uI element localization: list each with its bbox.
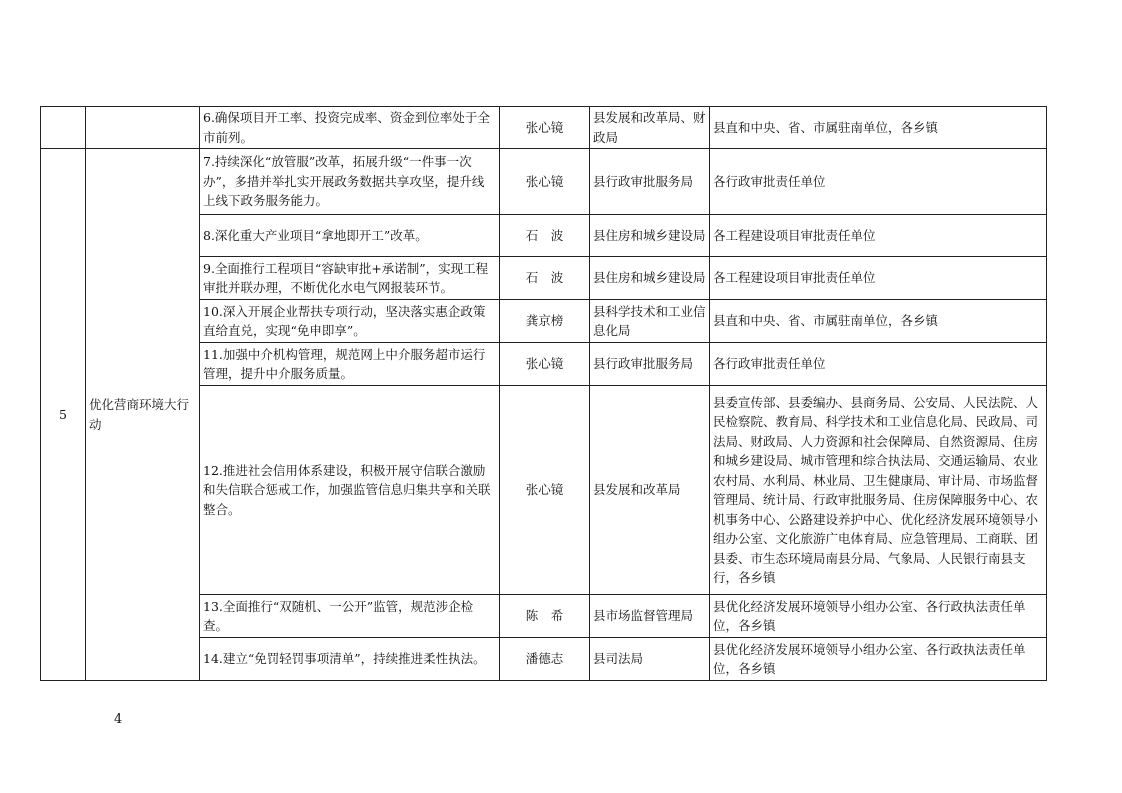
task-cell: 7.持续深化“放管服”改革，拓展升级“一件事一次办”，多措并举扎实开展政务数据共享攻坚，提升线上线下政务服务能力。 bbox=[200, 149, 500, 215]
task-cell: 12.推进社会信用体系建设，积极开展守信联合激励和失信联合惩戒工作，加强监管信息归集共享和关联整合。 bbox=[200, 386, 500, 595]
coop-units-cell: 县直和中央、省、市属驻南单位，各乡镇 bbox=[710, 107, 1047, 149]
lead-unit-cell: 县行政审批服务局 bbox=[590, 343, 710, 386]
task-cell: 11.加强中介机构管理，规范网上中介服务超市运行管理，提升中介服务质量。 bbox=[200, 343, 500, 386]
task-table bbox=[40, 106, 1047, 681]
coop-units-cell: 各工程建设项目审批责任单位 bbox=[710, 215, 1047, 257]
task-cell: 8.深化重大产业项目“拿地即开工”改革。 bbox=[200, 215, 500, 257]
coop-units-cell: 县优化经济发展环境领导小组办公室、各行政执法责任单位，各乡镇 bbox=[710, 595, 1047, 638]
leader-cell: 陈 希 bbox=[500, 595, 590, 638]
serial-cell bbox=[41, 107, 86, 149]
leader-cell: 张心镜 bbox=[500, 149, 590, 215]
task-cell: 6.确保项目开工率、投资完成率、资金到位率处于全市前列。 bbox=[200, 107, 500, 149]
lead-unit-cell: 县住房和城乡建设局 bbox=[590, 215, 710, 257]
task-cell: 13.全面推行“双随机、一公开”监管，规范涉企检查。 bbox=[200, 595, 500, 638]
coop-units-cell: 各工程建设项目审批责任单位 bbox=[710, 257, 1047, 300]
page-number: 4 bbox=[114, 712, 123, 727]
lead-unit-cell: 县市场监督管理局 bbox=[590, 595, 710, 638]
table-row bbox=[41, 149, 1047, 215]
lead-unit-cell: 县司法局 bbox=[590, 638, 710, 681]
lead-unit-cell: 县住房和城乡建设局 bbox=[590, 257, 710, 300]
coop-units-cell: 县委宣传部、县委编办、县商务局、公安局、人民法院、人民检察院、教育局、科学技术和工业信息化局、民政局、司法局、财政局、人力资源和社会保障局、自然资源局、住房和城乡建设局、城市管理和综合执法局、交通运输局、农业农村局、水利局、林业局、卫生健康局、审计局、市场监督管理局、统计局、行政审批服务局、住房保障服务中心、农机事务中心、公路建设养护中心、优化经济发展环境领导小组办公室、文化旅游广电体育局、应急管理局、工商联、团县委、市生态环境局南县分局、气象局、人民银行南县支行，各乡镇 bbox=[710, 386, 1047, 595]
lead-unit-cell: 县发展和改革局 bbox=[590, 386, 710, 595]
coop-units-cell: 县优化经济发展环境领导小组办公室、各行政执法责任单位，各乡镇 bbox=[710, 638, 1047, 681]
task-cell: 9.全面推行工程项目“容缺审批+承诺制”，实现工程审批并联办理，不断优化水电气网报装环节。 bbox=[200, 257, 500, 300]
task-cell: 10.深入开展企业帮扶专项行动，坚决落实惠企政策直给直兑，实现“免申即享”。 bbox=[200, 300, 500, 343]
leader-cell: 张心镜 bbox=[500, 386, 590, 595]
coop-units-cell: 各行政审批责任单位 bbox=[710, 343, 1047, 386]
leader-cell: 张心镜 bbox=[500, 343, 590, 386]
leader-cell: 潘德志 bbox=[500, 638, 590, 681]
lead-unit-cell: 县发展和改革局、财政局 bbox=[590, 107, 710, 149]
category-name-cell: 优化营商环境大行动 bbox=[86, 149, 200, 681]
leader-cell: 张心镜 bbox=[500, 107, 590, 149]
lead-unit-cell: 县行政审批服务局 bbox=[590, 149, 710, 215]
serial-number-cell: 5 bbox=[41, 149, 86, 681]
leader-cell: 石 波 bbox=[500, 215, 590, 257]
leader-cell: 龚京榜 bbox=[500, 300, 590, 343]
leader-cell: 石 波 bbox=[500, 257, 590, 300]
coop-units-cell: 县直和中央、省、市属驻南单位，各乡镇 bbox=[710, 300, 1047, 343]
lead-unit-cell: 县科学技术和工业信息化局 bbox=[590, 300, 710, 343]
table-row bbox=[41, 107, 1047, 149]
coop-units-cell: 各行政审批责任单位 bbox=[710, 149, 1047, 215]
task-cell: 14.建立“免罚轻罚事项清单”，持续推进柔性执法。 bbox=[200, 638, 500, 681]
category-cell bbox=[86, 107, 200, 149]
